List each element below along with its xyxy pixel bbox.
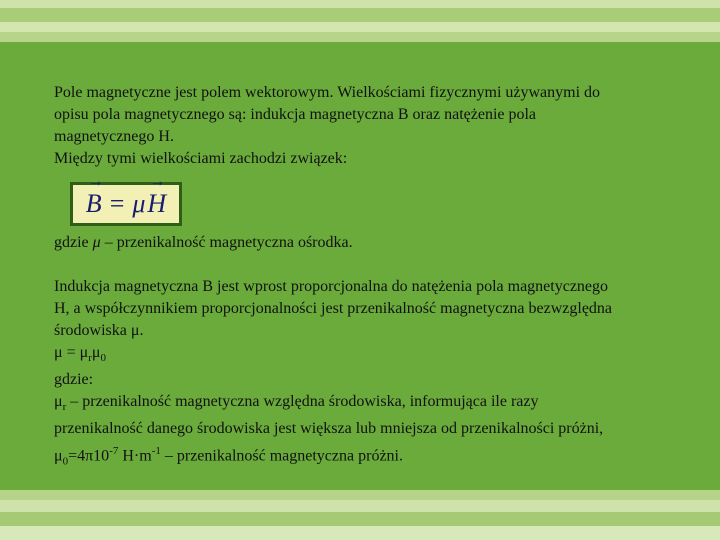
bottom-stripe-3 xyxy=(0,512,720,526)
induction-line-2: H, a współczynnikiem proporcjonalności jest przenikalność magnetyczna bezwzględna xyxy=(54,300,613,317)
intro-line-4: Między tymi wielkościami zachodzi związek: xyxy=(54,150,348,167)
mu-symbol: μ xyxy=(92,234,101,251)
formula-image xyxy=(70,182,182,226)
mu-description: – przenikalność magnetyczna ośrodka. xyxy=(100,234,353,251)
mur-r-sub: r xyxy=(62,401,67,414)
mu0-value: =4π10 xyxy=(68,447,110,465)
top-stripe-2 xyxy=(0,8,720,22)
bottom-stripe-1 xyxy=(0,490,720,500)
bottom-stripe-2 xyxy=(0,500,720,512)
mu0-description: – przenikalność magnetyczna próżni. xyxy=(160,447,403,465)
mu0-mu: μ xyxy=(54,447,63,465)
mu0-exp1: -7 xyxy=(109,445,119,458)
relation-r-sub: r xyxy=(88,352,92,365)
intro-line-1: Pole magnetyczne jest polem wektorowym. Wielkościami fizycznymi używanymi do xyxy=(54,84,601,101)
relation-mu0: μ xyxy=(91,344,101,361)
gdzie-line: gdzie: xyxy=(54,371,94,389)
bottom-stripe-4 xyxy=(0,526,720,540)
top-stripe-4 xyxy=(0,32,720,42)
relation-line xyxy=(54,342,694,369)
formula-equals: = xyxy=(109,189,125,218)
mur-line-1 xyxy=(54,391,694,418)
formula-h-vector: → H xyxy=(147,189,166,219)
intro-line-3: magnetycznego H. xyxy=(54,128,174,145)
induction-line-3: środowiska μ. xyxy=(54,322,144,339)
gdzie-label: gdzie xyxy=(54,234,93,251)
mur-line-2: przenikalność danego środowiska jest większa lub mniejsza od przenikalności próżni, xyxy=(54,420,604,438)
mu0-line xyxy=(54,440,694,473)
induction-paragraph xyxy=(54,276,694,473)
induction-line-1: Indukcja magnetyczna B jest wprost proporcjonalna do natężenia pola magnetycznego xyxy=(54,278,609,295)
intro-paragraph xyxy=(54,82,694,170)
relation-zero-sub: 0 xyxy=(100,352,106,365)
top-stripe-3 xyxy=(0,22,720,32)
formula-mu: μ xyxy=(132,189,146,218)
mu-definition xyxy=(54,232,694,254)
mu0-unit: H·m xyxy=(118,447,152,465)
intro-line-2: opisu pola magnetycznego są: indukcja magnetyczna B oraz natężenie pola xyxy=(54,106,537,123)
mu0-exp2: -1 xyxy=(151,445,161,458)
top-stripe-1 xyxy=(0,0,720,8)
mur-mu: μ xyxy=(54,393,63,411)
mur-text: – przenikalność magnetyczna względna środowiska, informująca ile razy xyxy=(66,393,539,411)
relation-mu: μ = μ xyxy=(54,344,89,361)
mu0-zero-sub: 0 xyxy=(62,455,69,468)
formula-b-vector: → B xyxy=(86,189,102,219)
